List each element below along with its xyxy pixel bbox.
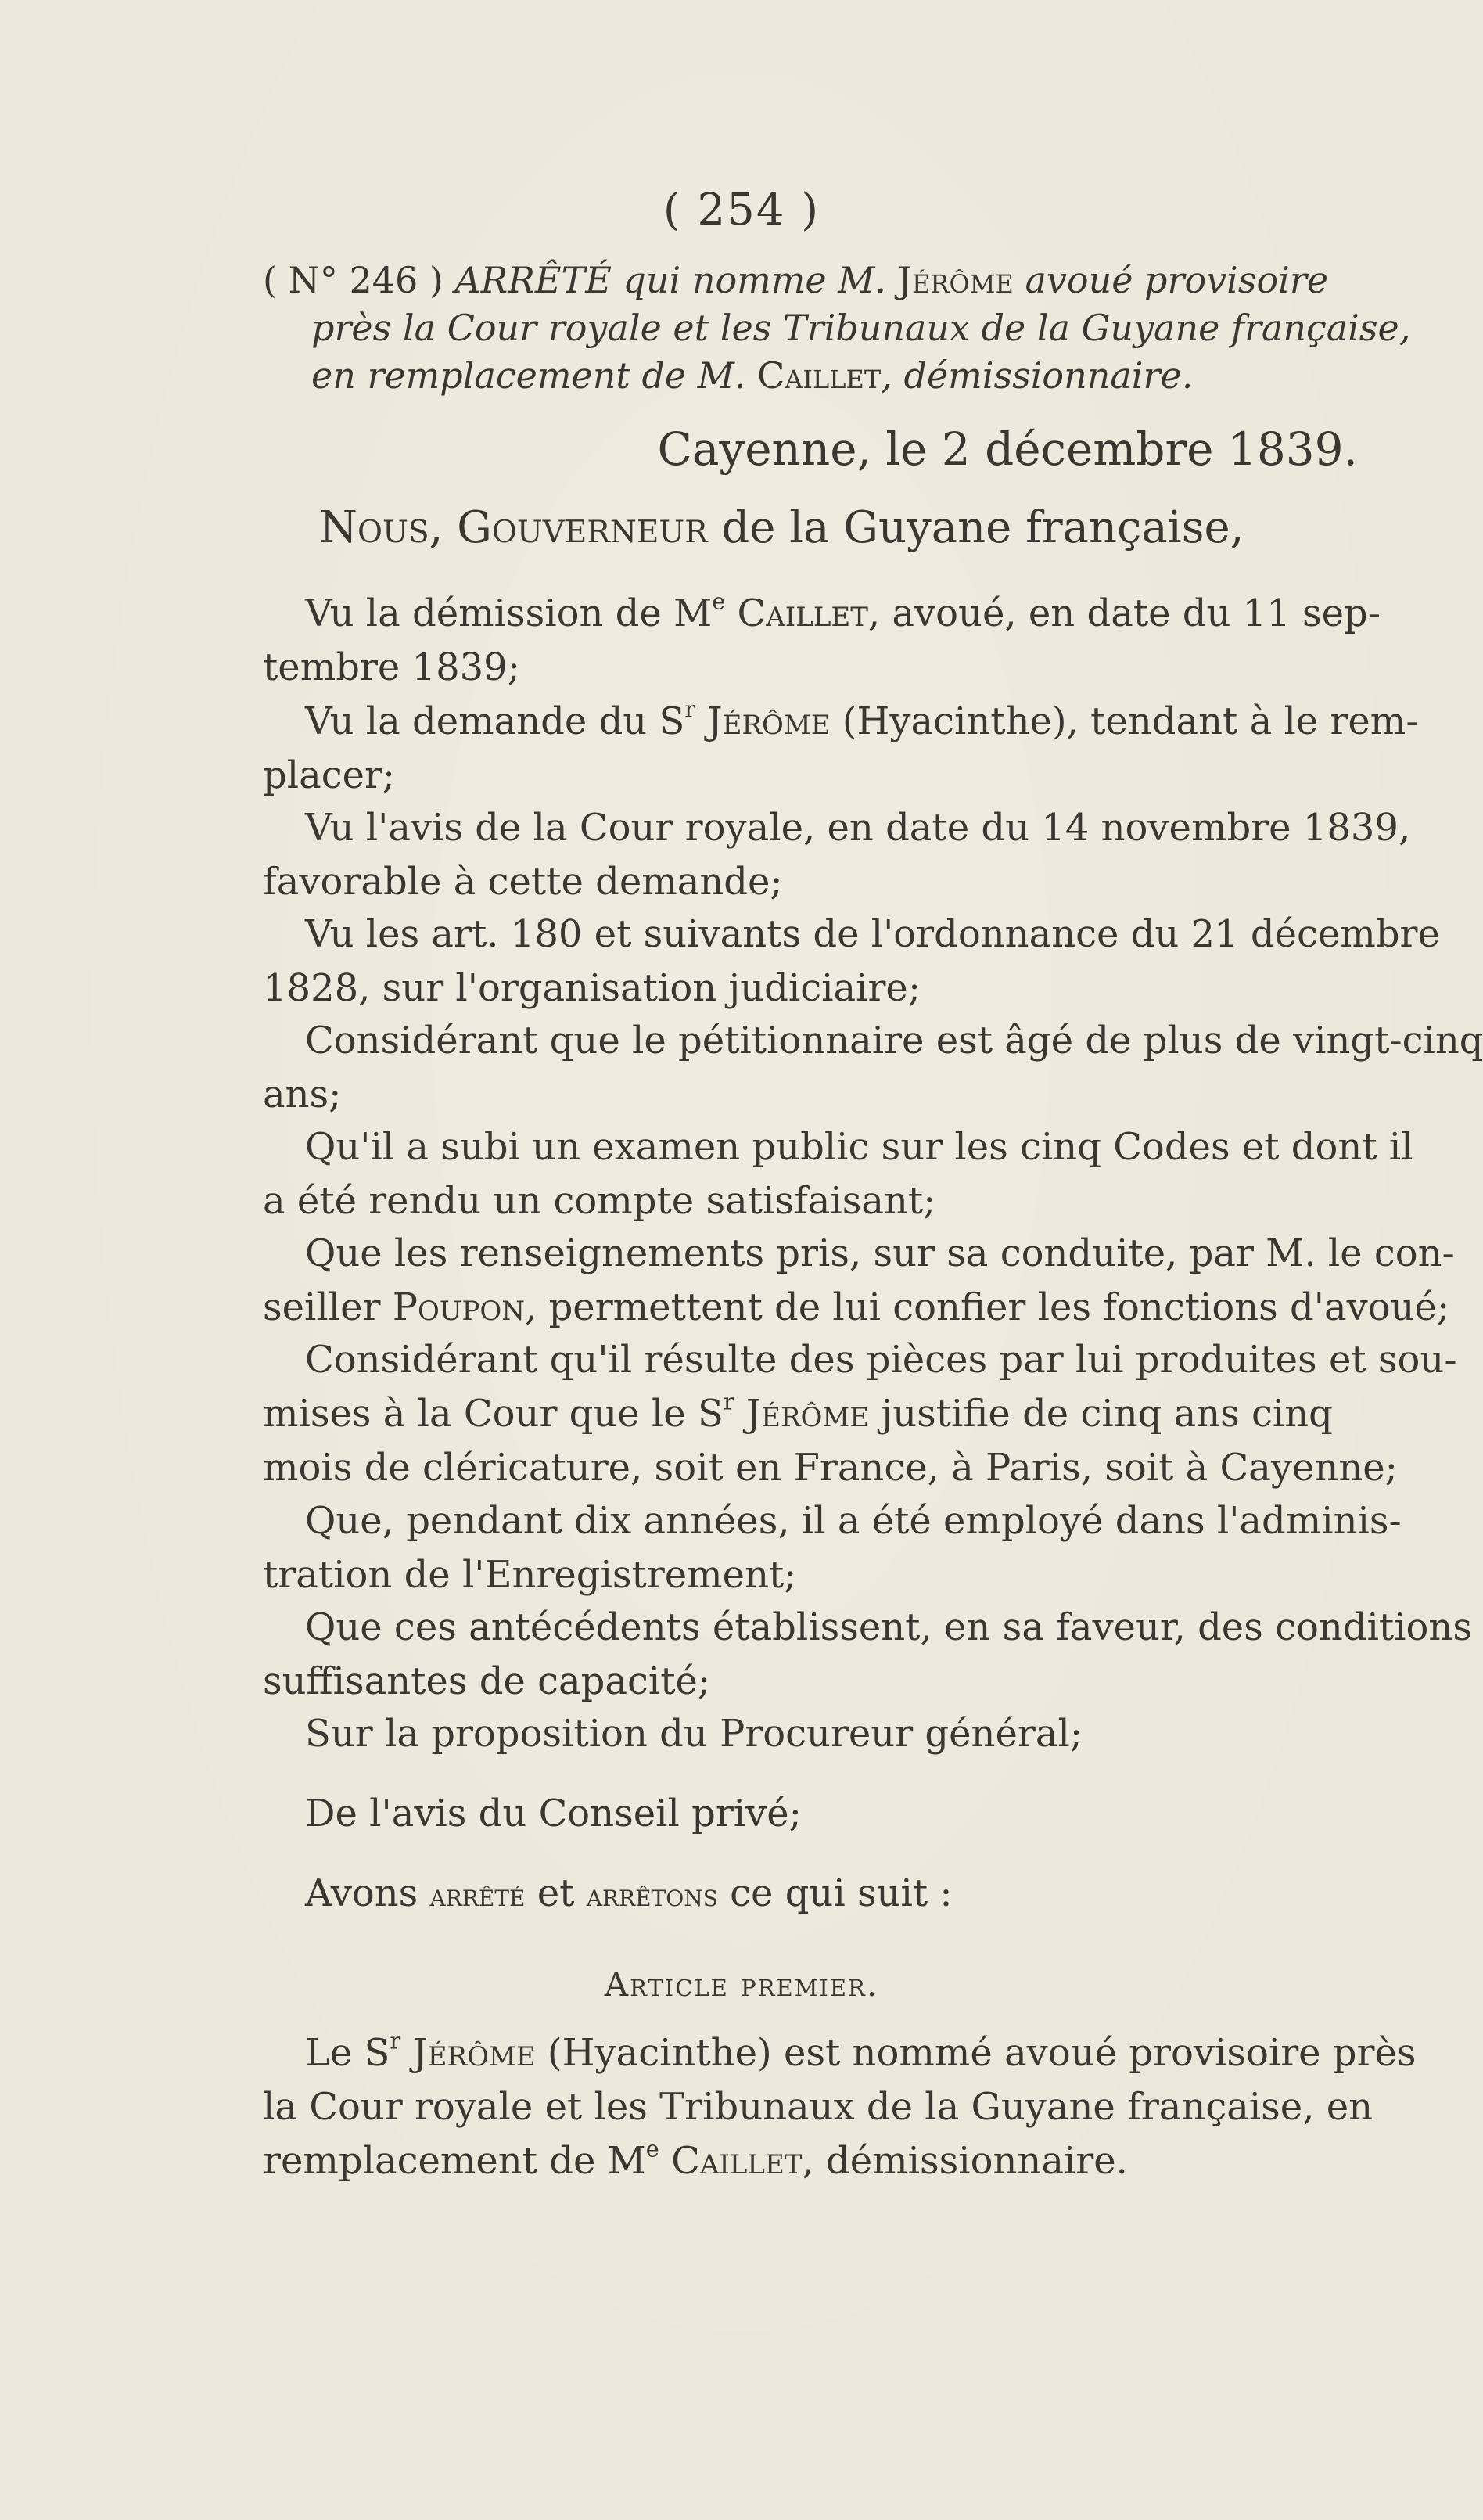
paragraph-line: De l'avis du Conseil privé;: [305, 1792, 802, 1835]
paragraph-line: [263, 695, 1419, 749]
text: Avons: [305, 1871, 418, 1915]
text: Le S: [305, 2031, 390, 2075]
superscript: e: [712, 588, 726, 615]
paragraph-line: 1828, sur l'organisation judiciaire;: [263, 966, 921, 1010]
paragraph-line: la Cour royale et les Tribunaux de la Guyane française, en: [263, 2085, 1373, 2129]
title-line-2: près la Cour royale et les Tribunaux de la Guyane française,: [311, 307, 1411, 349]
paragraph-line: placer;: [263, 753, 396, 797]
decree-number: ( N° 246 ): [263, 259, 443, 301]
paragraph: [263, 1227, 1455, 1335]
text: ce qui suit :: [730, 1871, 953, 1915]
paragraph-line: tembre 1839;: [263, 645, 520, 689]
decree-title: [263, 257, 1410, 400]
superscript: r: [684, 696, 696, 723]
paragraph-line: Sur la proposition du Procureur général;: [305, 1712, 1083, 1756]
text: (Hyacinthe), tendant à le rem-: [842, 699, 1419, 743]
superscript: r: [390, 2027, 401, 2054]
preamble-territory: de la Guyane française,: [721, 502, 1244, 553]
paragraph-line: a été rendu un compte satisfaisant;: [263, 1179, 936, 1223]
article-heading: Article premier.: [604, 1965, 879, 2004]
text: , démissionnaire.: [802, 2139, 1128, 2183]
paragraph-line: Vu l'avis de la Cour royale, en date du 14 novembre 1839,: [305, 806, 1411, 850]
paragraph-line: [263, 2134, 1395, 2188]
preamble-authority: Nous, Gouverneur: [319, 502, 708, 553]
paragraph: [263, 908, 1440, 1016]
paragraph-line: [263, 2026, 1417, 2080]
person-name: Jérôme: [707, 699, 831, 743]
paragraph: [263, 1494, 1402, 1602]
paragraph-line: Qu'il a subi un examen public sur les cinq Codes et dont il: [305, 1125, 1413, 1169]
text: et: [537, 1871, 575, 1915]
person-name: Caillet: [737, 591, 868, 635]
person-name: Poupon: [392, 1285, 526, 1329]
superscript: e: [645, 2135, 659, 2162]
keyword: arrêté: [429, 1878, 526, 1914]
paragraph-line: [263, 1867, 1395, 1923]
paragraph: [263, 1333, 1457, 1495]
preamble-heading: [319, 502, 1244, 553]
paragraph: [263, 1787, 1395, 1841]
person-name: Jérôme: [745, 1392, 870, 1436]
title-text: en remplacement de M.: [311, 354, 746, 397]
page-number: ( 254 ): [663, 185, 820, 235]
paragraph: [263, 695, 1419, 803]
text: Vu la demande du S: [305, 699, 685, 743]
person-name: Caillet: [671, 2139, 803, 2183]
text: Vu la démission de M: [305, 591, 713, 635]
paragraph-line: suffisantes de capacité;: [263, 1659, 711, 1703]
title-text: , démissionnaire.: [881, 354, 1194, 397]
superscript: r: [723, 1388, 734, 1415]
paragraph-line: [263, 587, 1395, 641]
paragraph-line: Considérant que le pétitionnaire est âgé de plus de vingt-cinq: [305, 1019, 1483, 1062]
text: (Hyacinthe) est nommé avoué provisoire près: [547, 2031, 1417, 2075]
paragraph-line: mois de cléricature, soit en France, à Paris, soit à Cayenne;: [263, 1446, 1398, 1490]
paragraph-line: [263, 1281, 1450, 1335]
paragraph: [263, 801, 1411, 909]
text: justifie de cinq ans cinq: [881, 1392, 1333, 1436]
paragraph-line: favorable à cette demande;: [263, 860, 783, 904]
title-line-3: [263, 352, 1410, 400]
paragraph: [263, 1707, 1395, 1761]
person-name: Jérôme: [412, 2031, 536, 2075]
paragraph-line: Considérant qu'il résulte des pièces par lui produites et sou-: [305, 1338, 1457, 1382]
decree-type: ARRÊTÉ: [454, 259, 612, 301]
paragraph-line: ans;: [263, 1073, 342, 1116]
paragraph: [263, 1601, 1472, 1709]
paragraph: [263, 1014, 1483, 1122]
paragraph-line: Vu les art. 180 et suivants de l'ordonnance du 21 décembre: [305, 912, 1440, 956]
paragraph-line: tration de l'Enregistrement;: [263, 1553, 797, 1597]
keyword: arrêtons: [586, 1878, 718, 1914]
title-name: Caillet: [757, 354, 882, 397]
text: mises à la Cour que le S: [263, 1392, 724, 1436]
text: remplacement de M: [263, 2139, 646, 2183]
text: seiller: [263, 1285, 381, 1329]
title-name: Jérôme: [897, 259, 1014, 301]
paragraph: [263, 587, 1395, 695]
article-paragraph: [263, 2026, 1417, 2188]
title-text: qui nomme M.: [623, 259, 886, 301]
paragraph: [263, 1867, 1395, 1923]
dateline: Cayenne, le 2 décembre 1839.: [657, 422, 1358, 476]
title-line-1: [263, 257, 1410, 304]
paragraph-line: Que, pendant dix années, il a été employé dans l'adminis-: [305, 1499, 1402, 1543]
title-text: avoué provisoire: [1025, 259, 1329, 301]
paragraph-line: Que les renseignements pris, sur sa conduite, par M. le con-: [305, 1231, 1455, 1275]
paragraph-line: [263, 1387, 1395, 1441]
paragraph: [263, 1120, 1413, 1228]
text: , avoué, en date du 11 sep-: [867, 591, 1381, 635]
text: , permettent de lui confier les fonctions d'avoué;: [525, 1285, 1450, 1329]
paragraph-line: Que ces antécédents établissent, en sa faveur, des conditions: [305, 1605, 1472, 1649]
